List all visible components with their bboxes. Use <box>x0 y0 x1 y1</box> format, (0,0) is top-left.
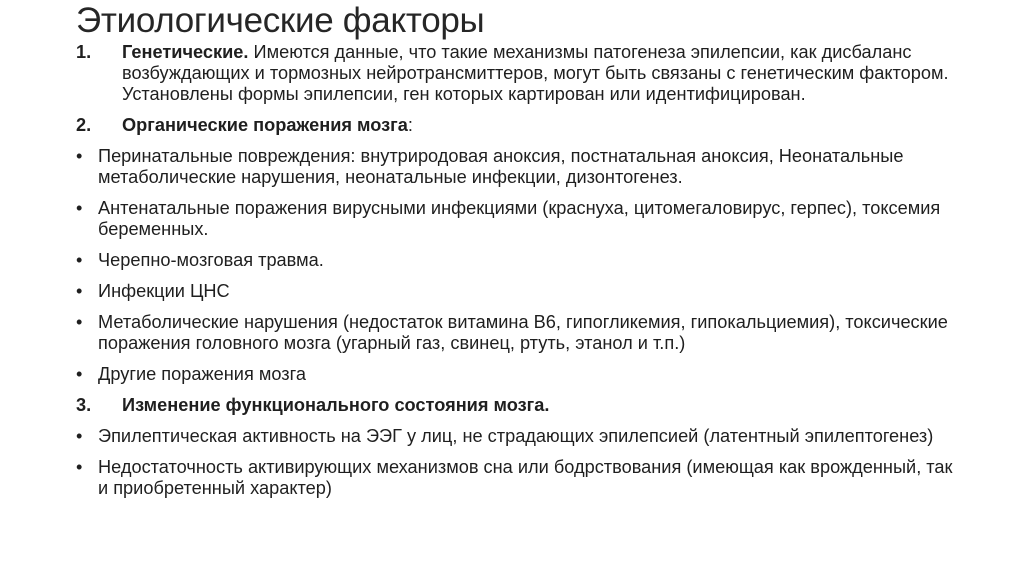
bullet-item-perinatal <box>76 146 956 188</box>
item-text: Эпилептическая активность на ЭЭГ у лиц, не страдающих эпилепсией (латентный эпилептогенез) <box>98 426 934 446</box>
bullet-item-sleep <box>76 457 956 499</box>
bullet-marker: • <box>76 281 83 301</box>
item-number: 1. <box>76 42 92 62</box>
item-text: Недостаточность активирующих механизмов сна или бодрствования (имеющая как врожденный, так и приобретенный характер) <box>98 457 953 498</box>
item-text: Инфекции ЦНС <box>98 281 230 301</box>
item-heading: Органические поражения мозга <box>122 115 408 135</box>
bullet-marker: • <box>76 198 83 218</box>
item-text: Метаболические нарушения (недостаток витамина В6, гипогликемия, гипокальциемия), токсические поражения головного мозга (угарный газ, свинец, ртуть, этанол и т.п.) <box>98 312 948 353</box>
bullet-item-trauma <box>76 250 956 271</box>
bullet-item-cns-infections <box>76 281 956 302</box>
bullet-item-eeg <box>76 426 956 447</box>
list-item-organic <box>76 115 956 136</box>
bullet-marker: • <box>76 312 83 332</box>
bullet-item-antenatal <box>76 198 956 240</box>
item-text: Антенатальные поражения вирусными инфекциями (краснуха, цитомегаловирус, герпес), токсемия беременных. <box>98 198 941 239</box>
item-heading: Изменение функционального состояния мозга. <box>122 395 550 415</box>
bullet-item-metabolic <box>76 312 956 354</box>
bullet-marker: • <box>76 146 83 166</box>
item-text: Имеются данные, что такие механизмы патогенеза эпилепсии, как дисбаланс возбуждающих и тормозных нейротрансмиттеров, могут быть связаны с генетическим фактором. Установлены формы эпилепсии, ген которых картирован или идентифицирован. <box>122 42 949 104</box>
bullet-marker: • <box>76 364 83 384</box>
bullet-marker: • <box>76 426 83 446</box>
item-text: Другие поражения мозга <box>98 364 306 384</box>
item-text: Перинатальные повреждения: внутриродовая аноксия, постнатальная аноксия, Неонатальные метаболические нарушения, неонатальные инфекции, дизонтогенез. <box>98 146 904 187</box>
bullet-item-other <box>76 364 956 385</box>
item-number: 3. <box>76 395 92 415</box>
item-text: Черепно-мозговая травма. <box>98 250 324 270</box>
item-heading: Генетические. <box>122 42 249 62</box>
bullet-marker: • <box>76 250 83 270</box>
list-item-genetic <box>76 42 956 105</box>
list-item-functional <box>76 395 956 416</box>
item-text: : <box>407 115 413 135</box>
slide-title: Этиологические факторы <box>76 1 485 40</box>
item-number: 2. <box>76 115 92 135</box>
slide-content <box>76 42 956 499</box>
bullet-marker: • <box>76 457 83 477</box>
